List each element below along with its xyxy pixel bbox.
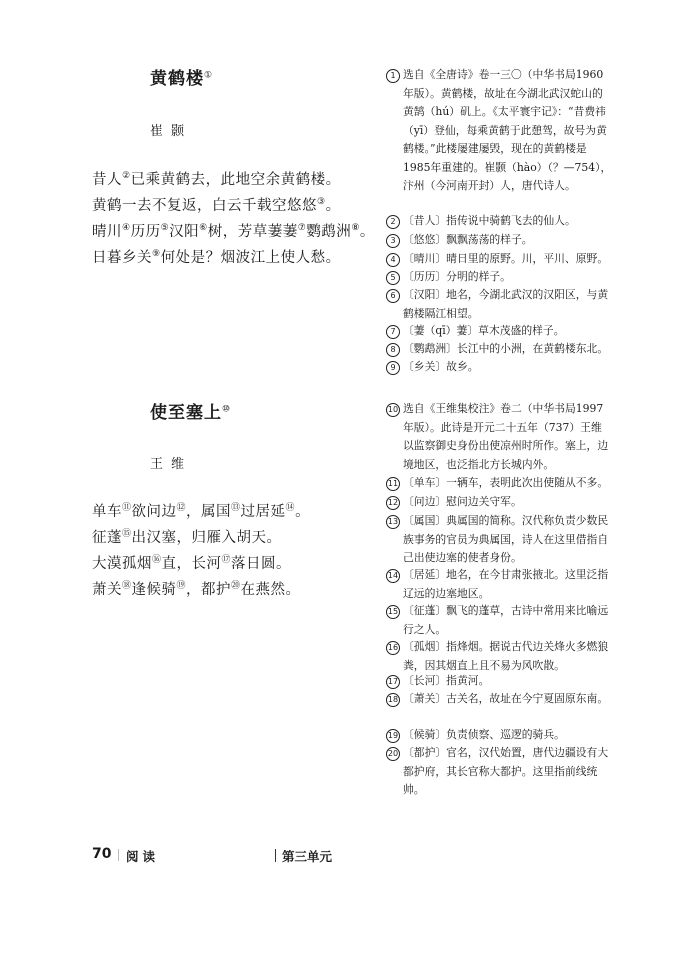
poem-line: 日暮乡关⑨何处是？烟波江上使人愁。 bbox=[92, 249, 341, 266]
poem-line: 晴川④历历⑤汉阳⑥树，芳草萋萋⑦鹦鹉洲⑧。 bbox=[92, 223, 375, 240]
footnote: 20 〔都护〕官名，汉代始置，唐代边疆设有大都护府，其长官称大都护。这里指前线统帅。 bbox=[387, 746, 609, 796]
poem-line: 萧关⑱逢候骑⑲，都护⑳在燕然。 bbox=[92, 581, 301, 598]
poem-line: 昔人②已乘黄鹤去，此地空余黄鹤楼。 bbox=[92, 171, 341, 188]
footer-divider bbox=[118, 849, 119, 861]
poem-author: 王维 bbox=[150, 457, 193, 472]
footnote: 12 〔问边〕慰问边关守军。 bbox=[387, 495, 522, 508]
footnote-marker: ⑩ bbox=[222, 404, 232, 415]
poem-line: 黄鹤一去不复返，白云千载空悠悠③。 bbox=[92, 197, 341, 214]
poem-line: 单车⑪欲问边⑫，属国⑬过居延⑭。 bbox=[92, 503, 311, 520]
footnote: 2 〔昔人〕指传说中骑鹤飞去的仙人。 bbox=[386, 212, 612, 231]
poem-title-text: 黄鹤楼 bbox=[150, 69, 204, 89]
footnote: 7 〔萋（qī）萋〕草木茂盛的样子。 bbox=[386, 322, 612, 341]
poem-line: 大漠孤烟⑯直，长河⑰落日圆。 bbox=[92, 555, 292, 572]
footnote: 4 〔晴川〕晴日里的原野。川，平川、原野。 bbox=[386, 250, 612, 269]
footnote: 13 〔属国〕典属国的简称。汉代称负责少数民族事务的官员为典属国，诗人在这里借指自己出使边塞的使者身份。 bbox=[387, 514, 609, 564]
poem-title bbox=[150, 398, 231, 423]
footer-divider bbox=[275, 849, 276, 862]
footnote: 16 〔孤烟〕指烽烟。据说古代边关烽火多燃狼粪，因其烟直上且不易为风吹散。 bbox=[387, 640, 609, 672]
footnote: 14 〔居延〕地名，在今甘肃张掖北。这里泛指辽远的边塞地区。 bbox=[387, 568, 609, 600]
footnote: 9 〔乡关〕故乡。 bbox=[386, 358, 612, 377]
unit-label: 第三单元 bbox=[282, 849, 333, 864]
section-label: 阅读 bbox=[126, 849, 160, 864]
page-number: 70 bbox=[92, 846, 112, 862]
page-footer bbox=[92, 846, 392, 868]
poem-author: 崔颢 bbox=[150, 124, 193, 139]
footnote: 19 〔候骑〕负责侦察、巡逻的骑兵。 bbox=[387, 728, 565, 741]
poem-title bbox=[150, 64, 213, 89]
footnote: 1 选自《全唐诗》卷一三〇（中华书局1960年版）。黄鹤楼，故址在今湖北武汉蛇山的黄鹄（hú）矶上。《太平寰宇记》：“昔费祎（yī）登仙，每乘黄鹤于此憩驾，故号为黄鹤楼。”此楼屡建屡毁，现在的黄鹤楼是1985年重建的。崔颢（hào）（？—754），汴州（今河南开封）人，唐代诗人。 bbox=[386, 66, 612, 196]
poem-title-text: 使至塞上 bbox=[150, 403, 222, 423]
footnote: 17 〔长河〕指黄河。 bbox=[387, 674, 490, 687]
footnote: 15 〔征蓬〕飘飞的蓬草，古诗中常用来比喻远行之人。 bbox=[387, 604, 609, 636]
footnote: 10 选自《王维集校注》卷二（中华书局1997年版）。此诗是开元二十五年（737）王维以监察御史身份出使凉州时所作。塞上，边境地区，也泛指北方长城内外。 bbox=[387, 402, 609, 471]
poem-line: 征蓬⑮出汉塞，归雁入胡天。 bbox=[92, 529, 282, 546]
footnote: 5 〔历历〕分明的样子。 bbox=[386, 268, 612, 287]
footnote: 8 〔鹦鹉洲〕长江中的小洲，在黄鹤楼东北。 bbox=[386, 340, 612, 359]
footnote: 3 〔悠悠〕飘飘荡荡的样子。 bbox=[386, 231, 612, 250]
footnote: 11 〔单车〕一辆车，表明此次出使随从不多。 bbox=[387, 476, 609, 489]
footnote: 6 〔汉阳〕地名，今湖北武汉的汉阳区，与黄鹤楼隔江相望。 bbox=[386, 286, 612, 323]
footnote-marker: ① bbox=[204, 70, 214, 81]
footnote: 18 〔萧关〕古关名，故址在今宁夏固原东南。 bbox=[387, 692, 609, 705]
